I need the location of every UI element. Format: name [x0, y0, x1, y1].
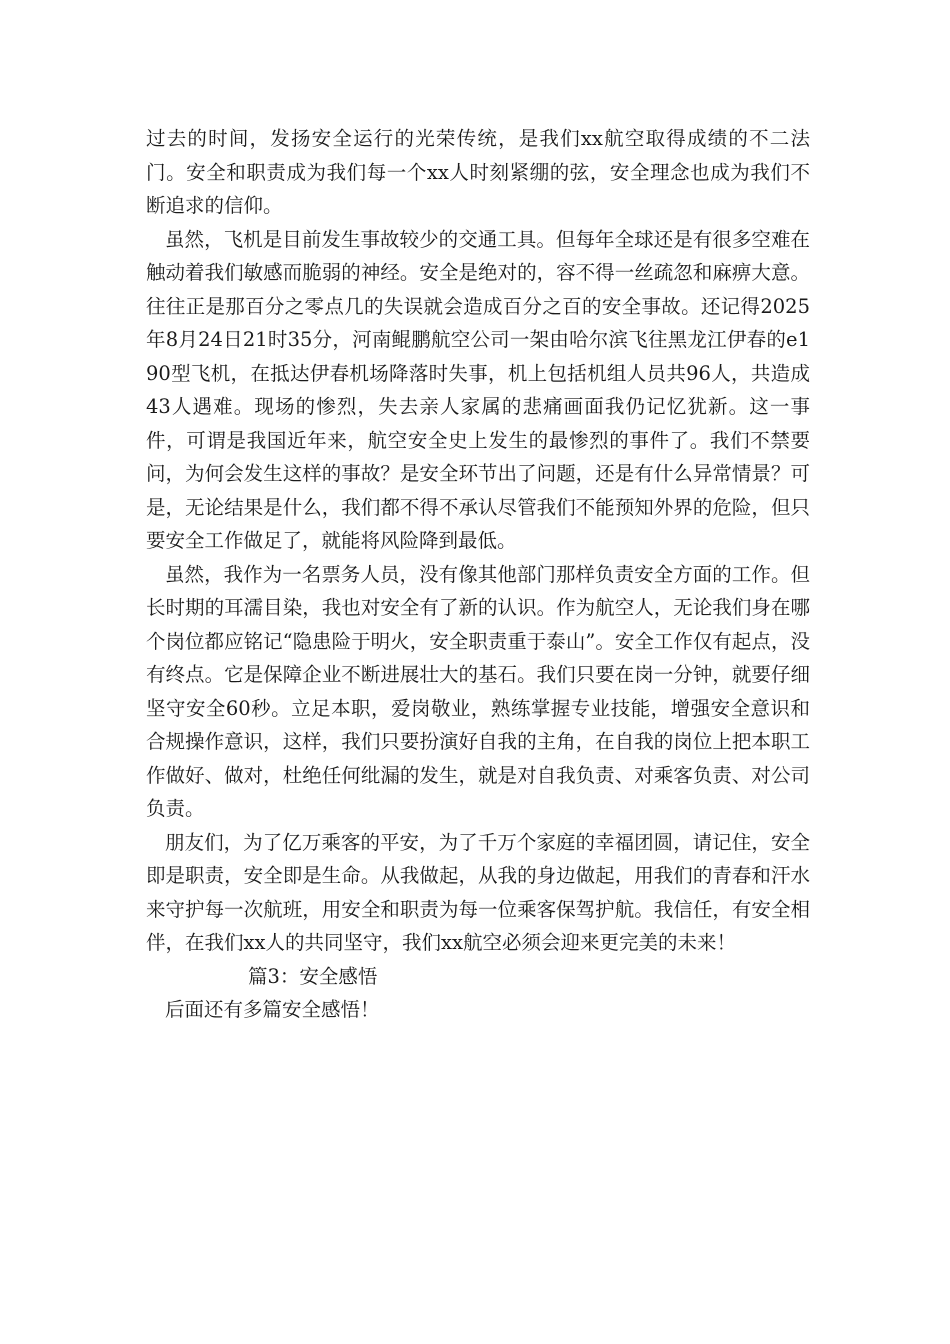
closing-line: 后面还有多篇安全感悟！ [165, 998, 380, 1021]
paragraph-2: 虽然，飞机是目前发生事故较少的交通工具。但每年全球还是有很多空难在触动着我们敏感而脆弱的神经。安全是绝对的，容不得一丝疏忽和麻痹大意。往往正是那百分之零点几的失误就会造成百分之百的安全事故。还记得2025年8月24日21时35分，河南鲲鹏航空公司一架由哈尔滨飞往黑龙江伊春的e190型飞机，在抵达伊春机场降落时失事，机上包括机组人员共96人，共造成43人遇难。现场的惨烈，失去亲人家属的悲痛画面我仍记忆犹新。这一事件，可谓是我国近年来，航空安全史上发生的最惨烈的事件了。我们不禁要问，为何会发生这样的事故？是安全环节出了问题，还是有什么异常情景？可是，无论结果是什么，我们都不得不承认尽管我们不能预知外界的危险，但只要安全工作做足了，就能将风险降到最低。 [146, 227, 810, 552]
document-body [146, 122, 810, 1027]
paragraph-4: 朋友们，为了亿万乘客的平安，为了千万个家庭的幸福团圆，请记住，安全即是职责，安全即是生命。从我做起，从我的身边做起，用我们的青春和汗水来守护每一次航班，用安全和职责为每一位乘客保驾护航。我信任，有安全相伴，在我们xx人的共同坚守，我们xx航空必须会迎来更完美的未来！ [146, 830, 810, 954]
section-heading: 篇3：安全感悟 [248, 964, 378, 988]
paragraph-3: 虽然，我作为一名票务人员，没有像其他部门那样负责安全方面的工作。但长时期的耳濡目染，我也对安全有了新的认识。作为航空人，无论我们身在哪个岗位都应铭记“隐患险于明火，安全职责重于泰山”。安全工作仅有起点，没有终点。它是保障企业不断进展壮大的基石。我们只要在岗一分钟，就要仔细坚守安全60秒。立足本职，爱岗敬业，熟练掌握专业技能，增强安全意识和合规操作意识，这样，我们只要扮演好自我的主角，在自我的岗位上把本职工作做好、做对，杜绝任何纰漏的发生，就是对自我负责、对乘客负责、对公司负责。 [146, 562, 810, 820]
paragraph-1: 过去的时间，发扬安全运行的光荣传统，是我们xx航空取得成绩的不二法门。安全和职责成为我们每一个xx人时刻紧绷的弦，安全理念也成为我们不断追求的信仰。 [146, 127, 810, 217]
